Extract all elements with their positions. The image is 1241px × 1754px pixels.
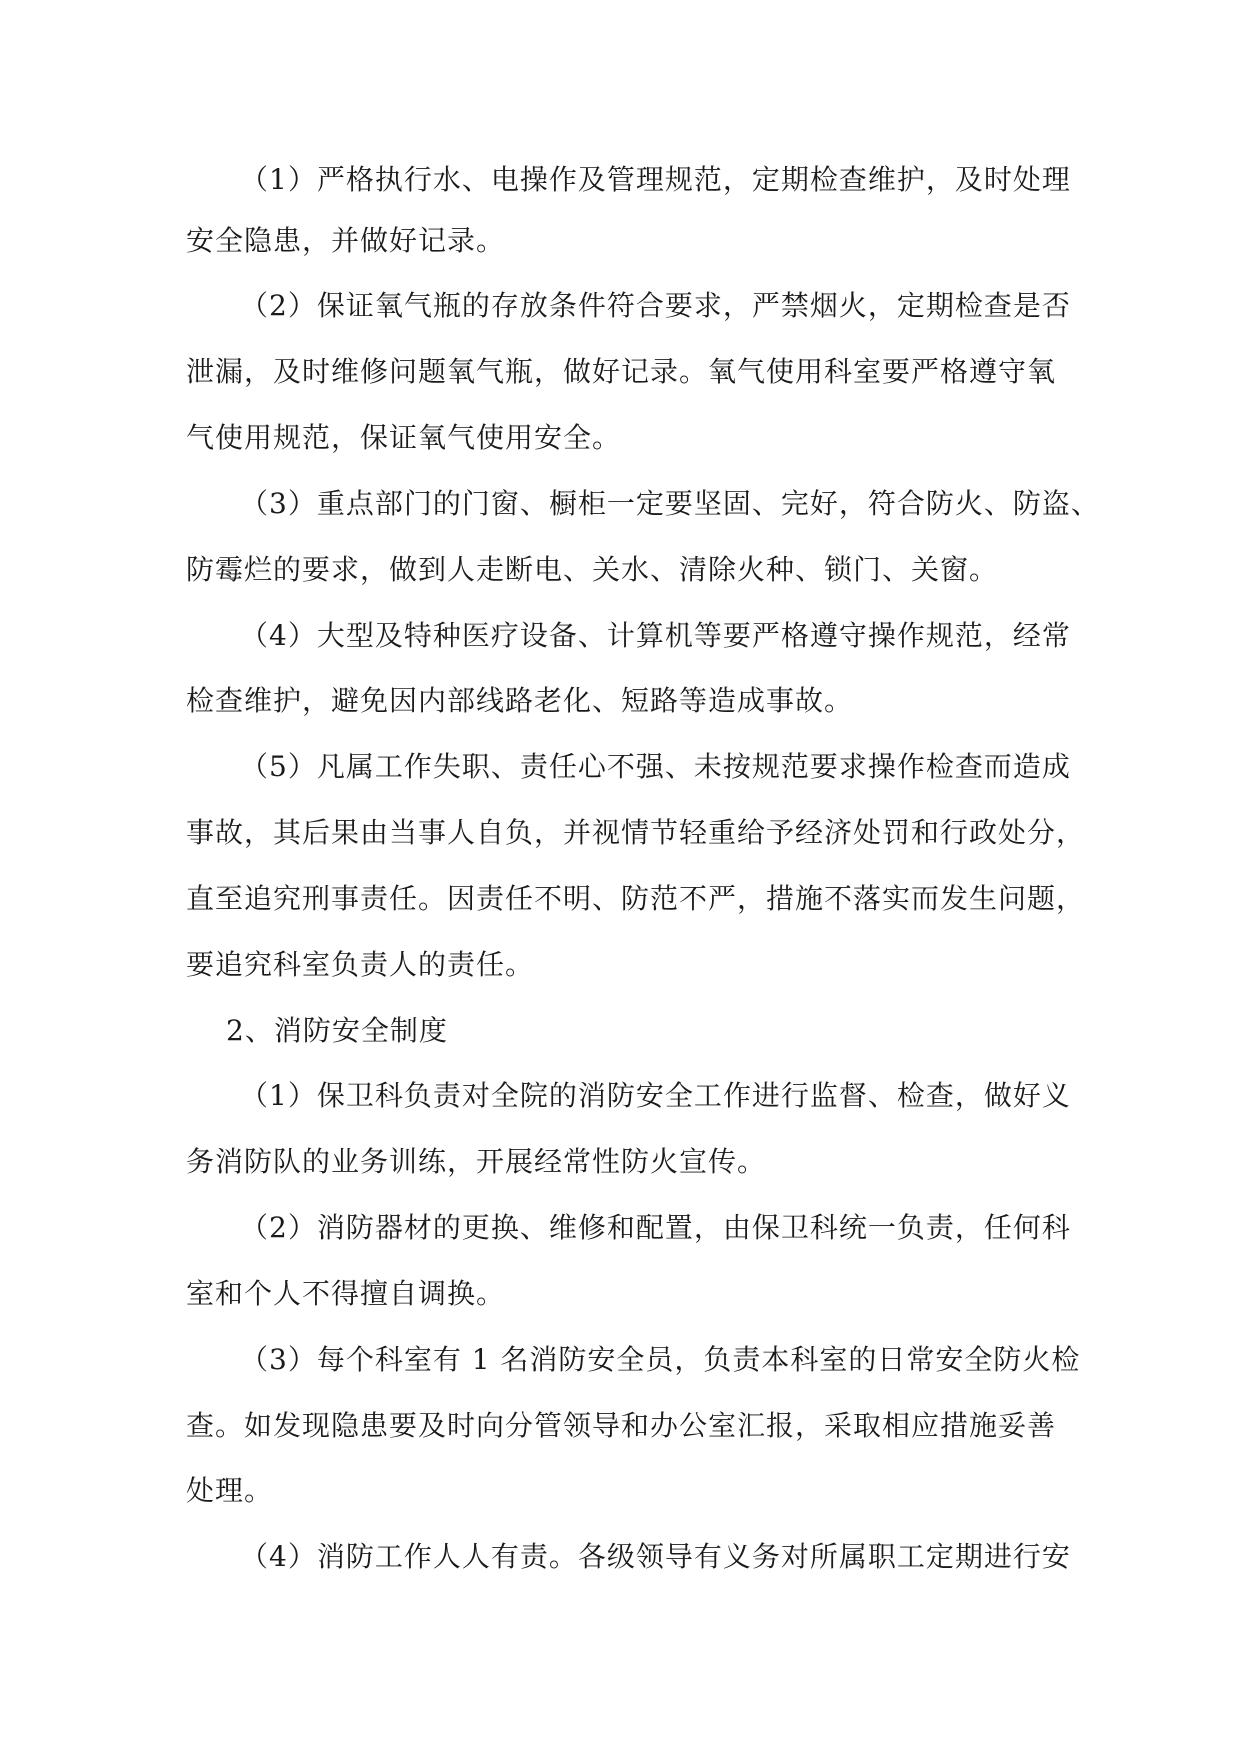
text-line: 泄漏，及时维修问题氧气瓶，做好记录。氧气使用科室要严格遵守氧 [186,355,1057,388]
text-line: 室和个人不得擅自调换。 [186,1277,506,1310]
text-line: （3）重点部门的门窗、橱柜一定要坚固、完好，符合防火、防盗、 [240,487,1100,520]
text-line: 检查维护，避免因内部线路老化、短路等造成事故。 [186,684,854,717]
text-line: （5）凡属工作失职、责任心不强、未按规范要求操作检查而造成 [240,750,1071,783]
text-line: 直至追究刑事责任。因责任不明、防范不严，措施不落实而发生问题， [186,882,1086,915]
text-line: 气使用规范，保证氧气使用安全。 [186,421,622,454]
text-line: （4）消防工作人人有责。各级领导有义务对所属职工定期进行安 [240,1540,1071,1573]
text-line: （1）保卫科负责对全院的消防安全工作进行监督、检查，做好义 [240,1079,1071,1112]
text-line: 要追究科室负责人的责任。 [186,948,535,981]
section-heading: 2、消防安全制度 [226,1014,448,1047]
text-line: （4）大型及特种医疗设备、计算机等要严格遵守操作规范，经常 [240,619,1071,652]
text-line: 处理。 [186,1474,274,1507]
text-line: （1）严格执行水、电操作及管理规范，定期检查维护，及时处理 [240,163,1071,196]
text-line: 务消防队的业务训练，开展经常性防火宣传。 [186,1145,767,1178]
text-line: （2）保证氧气瓶的存放条件符合要求，严禁烟火，定期检查是否 [240,289,1071,322]
text-line: （2）消防器材的更换、维修和配置，由保卫科统一负责，任何科 [240,1211,1071,1244]
text-line: 事故，其后果由当事人自负，并视情节轻重给予经济处罚和行政处分， [186,816,1086,849]
text-line: 查。如发现隐患要及时向分管领导和办公室汇报，采取相应措施妥善 [186,1409,1057,1442]
text-line: 安全隐患，并做好记录。 [186,224,506,257]
text-line: 防霉烂的要求，做到人走断电、关水、清除火种、锁门、关窗。 [186,553,999,586]
text-line: （3）每个科室有 1 名消防安全员，负责本科室的日常安全防火检 [240,1343,1081,1376]
